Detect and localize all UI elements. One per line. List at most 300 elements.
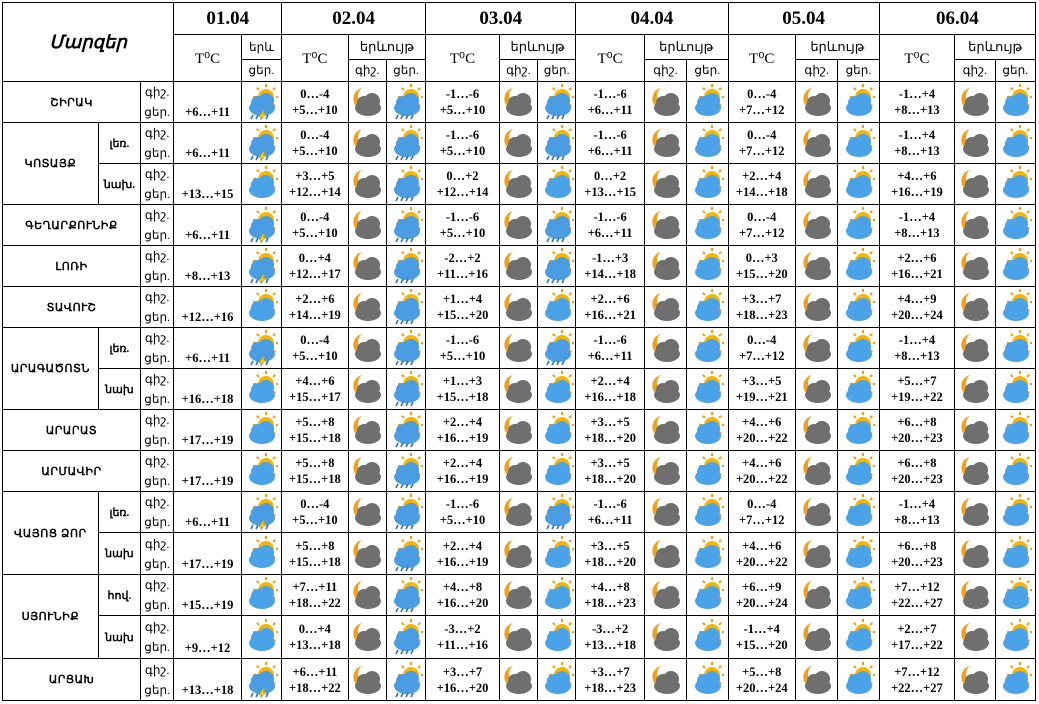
weather-icon-cell xyxy=(499,369,537,410)
day-subheader: ցեր. xyxy=(241,60,281,82)
weather-icon-cell xyxy=(955,616,995,659)
night-label: գիշ. xyxy=(144,167,170,181)
day-temp: +6…+11 xyxy=(587,349,633,363)
temp-range-cell xyxy=(426,246,500,287)
rain-cloud-icon xyxy=(387,289,425,325)
weather-icon-cell xyxy=(687,451,728,492)
day-label: ցեր. xyxy=(144,105,171,119)
weather-icon-cell xyxy=(241,492,281,533)
night-temp: -1…+4 xyxy=(898,333,936,347)
region-name: ԿՈՏԱՅՔ xyxy=(3,123,99,205)
night-temp: +2…+6 xyxy=(590,292,630,306)
day-label: ցեր. xyxy=(144,515,171,529)
moon-cloud-icon xyxy=(349,662,386,698)
sun-cloud-icon xyxy=(996,248,1035,284)
night-temp: -1…-6 xyxy=(445,87,480,101)
rain-cloud-icon xyxy=(387,330,425,366)
weather-icon-cell xyxy=(499,123,537,164)
sun-cloud-icon xyxy=(538,536,575,572)
temp-range-cell xyxy=(879,451,955,492)
day-temp: +17…+22 xyxy=(891,638,943,652)
moon-cloud-icon xyxy=(349,125,386,161)
regions-header: Մարզեր xyxy=(3,3,174,82)
night-temp: +2…+7 xyxy=(897,622,937,636)
zone-label: նախ xyxy=(98,616,140,659)
day-temp: +16…+18 xyxy=(174,369,242,410)
weather-icon-cell xyxy=(687,246,728,287)
day-temp: +14…+18 xyxy=(584,267,636,281)
day-temp: +19…+22 xyxy=(891,390,943,404)
day-label: ցեր. xyxy=(144,187,171,201)
region-row xyxy=(3,410,1036,451)
region-row xyxy=(3,369,1036,410)
night-temp: +5…+8 xyxy=(295,456,335,470)
day-temp: +13…+15 xyxy=(584,185,636,199)
night-temp: 0…-4 xyxy=(300,87,330,101)
day-temp: +6…+11 xyxy=(174,492,242,533)
temp-range-cell xyxy=(426,575,500,616)
night-temp: 0…-4 xyxy=(300,128,330,142)
zone-label: նախ xyxy=(98,369,140,410)
rain-cloud-icon xyxy=(387,207,425,243)
night-temp: +1…+3 xyxy=(442,374,483,388)
day-temp: +6…+11 xyxy=(587,513,633,527)
night-subheader: գիշ. xyxy=(348,60,386,82)
temp-range-cell xyxy=(282,369,349,410)
sun-cloud-icon xyxy=(242,536,281,572)
sun-cloud-icon xyxy=(538,619,575,655)
moon-cloud-icon xyxy=(955,330,994,366)
weather-icon-cell xyxy=(995,246,1035,287)
weather-icon-cell xyxy=(348,369,386,410)
weather-icon-cell xyxy=(348,492,386,533)
weather-icon-cell xyxy=(386,246,425,287)
weather-icon-cell xyxy=(538,328,576,369)
day-label: ցեր. xyxy=(144,682,171,697)
day-label: ցեր. xyxy=(144,640,171,654)
moon-cloud-icon xyxy=(500,166,537,202)
temp-range-cell xyxy=(576,246,645,287)
weather-icon-cell xyxy=(538,451,576,492)
period-labels xyxy=(141,164,174,205)
day-temp: +18…+23 xyxy=(735,308,788,322)
period-labels xyxy=(141,82,174,123)
weather-icon-cell xyxy=(796,82,838,123)
moon-cloud-icon xyxy=(796,412,837,448)
moon-cloud-icon xyxy=(349,536,386,572)
moon-cloud-icon xyxy=(796,453,837,489)
night-temp: 0…-4 xyxy=(300,333,330,347)
temp-range-cell xyxy=(282,575,349,616)
weather-icon-cell xyxy=(538,659,576,701)
moon-cloud-icon xyxy=(796,494,837,530)
moon-cloud-icon xyxy=(796,371,837,407)
sun-cloud-icon xyxy=(996,536,1035,572)
temp-range-cell xyxy=(879,82,955,123)
weather-icon-cell xyxy=(538,575,576,616)
night-temp: +5…+8 xyxy=(742,664,782,679)
weather-icon-cell xyxy=(538,164,576,205)
phenom-header: երևույթ xyxy=(796,35,880,60)
moon-cloud-icon xyxy=(349,412,386,448)
sun-cloud-icon xyxy=(687,662,727,698)
temp-range-cell xyxy=(879,205,955,246)
weather-icon-cell xyxy=(538,287,576,328)
rain-cloud-icon xyxy=(538,248,575,284)
temp-range-cell xyxy=(728,451,796,492)
day-temp: +15…+20 xyxy=(436,308,489,322)
temp-range-cell xyxy=(879,410,955,451)
weather-icon-cell xyxy=(538,246,576,287)
temp-range-cell xyxy=(426,287,500,328)
region-name: ԱՐԱՐԱՏ xyxy=(3,410,141,451)
temp-range-cell xyxy=(728,575,796,616)
rain-cloud-icon xyxy=(387,662,425,698)
weather-icon-cell xyxy=(955,410,995,451)
moon-cloud-icon xyxy=(645,662,686,698)
weather-icon-cell xyxy=(995,659,1035,701)
night-temp: +7…+12 xyxy=(894,664,940,679)
period-labels xyxy=(141,410,174,451)
weather-icon-cell xyxy=(348,616,386,659)
day-temp: +5…+10 xyxy=(439,103,486,117)
moon-cloud-icon xyxy=(796,662,837,698)
day-temp: +16…+19 xyxy=(436,472,489,486)
weather-icon-cell xyxy=(644,492,686,533)
day-temp: +20…+24 xyxy=(735,680,788,695)
night-temp: -1…-6 xyxy=(593,333,627,347)
moon-cloud-icon xyxy=(349,619,386,655)
night-temp: +3…+5 xyxy=(590,415,630,429)
day-temp: +17…+19 xyxy=(174,451,242,492)
day-temp: +8…+13 xyxy=(894,226,940,240)
day-temp: +22…+27 xyxy=(891,596,943,610)
weather-icon-cell xyxy=(838,410,879,451)
moon-cloud-icon xyxy=(955,662,994,698)
weather-icon-cell xyxy=(499,205,537,246)
night-temp: +2…+6 xyxy=(295,292,335,306)
day-temp: +7…+12 xyxy=(739,513,785,527)
weather-icon-cell xyxy=(499,287,537,328)
temp-header: T⁰C xyxy=(728,35,796,82)
temp-range-cell xyxy=(426,533,500,575)
temp-range-cell xyxy=(576,164,645,205)
night-temp: 0…-4 xyxy=(747,128,777,142)
night-temp: +2…+6 xyxy=(897,251,937,265)
weather-icon-cell xyxy=(499,410,537,451)
night-temp: 0…+3 xyxy=(745,251,778,265)
night-temp: +4…+6 xyxy=(742,456,782,470)
weather-icon-cell xyxy=(386,369,425,410)
sun-cloud-icon xyxy=(996,662,1035,698)
sun-cloud-icon xyxy=(996,371,1035,407)
night-temp: 0…+2 xyxy=(594,169,627,183)
temp-range-cell xyxy=(282,123,349,164)
rain-cloud-icon xyxy=(387,536,425,572)
temp-range-cell xyxy=(282,616,349,659)
night-temp: -1…+4 xyxy=(898,497,936,511)
rain-cloud-icon xyxy=(387,577,425,613)
sun-cloud-icon xyxy=(687,166,727,202)
day-label: ցեր. xyxy=(144,474,171,488)
weather-icon-cell xyxy=(499,575,537,616)
region-name: ԼՈՌԻ xyxy=(3,246,141,287)
moon-cloud-icon xyxy=(645,84,686,120)
region-row xyxy=(3,246,1036,287)
moon-cloud-icon xyxy=(500,536,537,572)
weather-icon-cell xyxy=(538,123,576,164)
day-temp: +12…+14 xyxy=(436,185,489,199)
temp-range-cell xyxy=(728,659,796,701)
weather-icon-cell xyxy=(644,369,686,410)
night-temp: +2…+4 xyxy=(442,538,483,553)
temp-range-cell xyxy=(728,287,796,328)
temp-range-cell xyxy=(576,287,645,328)
day-temp: +16…+21 xyxy=(891,267,943,281)
sun-cloud-icon xyxy=(838,330,878,366)
day-label: ցեր. xyxy=(144,228,171,242)
moon-cloud-icon xyxy=(500,662,537,698)
moon-cloud-icon xyxy=(645,330,686,366)
night-temp: +3…+5 xyxy=(742,374,782,388)
day-temp: +5…+10 xyxy=(292,513,338,527)
moon-cloud-icon xyxy=(500,248,537,284)
temp-range-cell xyxy=(728,205,796,246)
temp-range-cell xyxy=(426,410,500,451)
sun-cloud-icon xyxy=(242,577,281,613)
weather-icon-cell xyxy=(796,451,838,492)
moon-cloud-icon xyxy=(500,412,537,448)
temp-range-cell xyxy=(282,492,349,533)
region-row xyxy=(3,164,1036,205)
night-label: գիշ. xyxy=(144,85,170,99)
weather-icon-cell xyxy=(538,82,576,123)
weather-icon-cell xyxy=(995,492,1035,533)
weather-icon-cell xyxy=(838,492,879,533)
weather-icon-cell xyxy=(796,410,838,451)
night-temp: +2…+4 xyxy=(442,456,483,470)
day-temp: +15…+18 xyxy=(288,431,341,445)
temp-range-cell xyxy=(426,451,500,492)
date-header-1: 01.04 xyxy=(174,3,282,35)
weather-icon-cell xyxy=(955,328,995,369)
night-temp: +1…+4 xyxy=(442,292,483,306)
weather-icon-cell xyxy=(687,575,728,616)
weather-icon-cell xyxy=(838,82,879,123)
temp-range-cell xyxy=(426,123,500,164)
weather-icon-cell xyxy=(796,205,838,246)
sun-cloud-icon xyxy=(838,125,878,161)
storm-cloud-icon xyxy=(242,207,281,243)
temp-range-cell xyxy=(576,451,645,492)
temp-header: T⁰C xyxy=(174,35,242,82)
sun-cloud-icon xyxy=(242,166,281,202)
weather-icon-cell xyxy=(796,533,838,575)
weather-icon-cell xyxy=(386,82,425,123)
sun-cloud-icon xyxy=(687,84,727,120)
weather-icon-cell xyxy=(687,492,728,533)
day-temp: +15…+18 xyxy=(288,554,341,569)
day-temp: +13…+18 xyxy=(288,638,341,652)
night-temp: -1…+3 xyxy=(591,251,629,265)
temp-range-cell xyxy=(728,369,796,410)
region-row xyxy=(3,616,1036,659)
temp-range-cell xyxy=(728,492,796,533)
weather-icon-cell xyxy=(499,164,537,205)
moon-cloud-icon xyxy=(955,125,994,161)
day-temp: +15…+17 xyxy=(288,390,341,404)
night-temp: +3…+7 xyxy=(442,664,483,679)
night-temp: +6…+8 xyxy=(897,456,937,470)
weather-icon-cell xyxy=(241,659,281,701)
night-temp: 0…-4 xyxy=(747,87,777,101)
night-temp: -1…-6 xyxy=(445,333,480,347)
temp-range-cell xyxy=(576,616,645,659)
weather-icon-cell xyxy=(955,82,995,123)
day-temp: +7…+12 xyxy=(739,144,785,158)
weather-icon-cell xyxy=(796,575,838,616)
sun-cloud-icon xyxy=(687,453,727,489)
sun-cloud-icon xyxy=(538,371,575,407)
forecast-body xyxy=(3,82,1036,701)
region-name: ՏԱՎՈՒՇ xyxy=(3,287,141,328)
night-label: գիշ. xyxy=(144,662,170,677)
temp-range-cell xyxy=(426,205,500,246)
period-labels xyxy=(141,575,174,616)
weather-icon-cell xyxy=(838,369,879,410)
day-temp: +5…+10 xyxy=(292,349,338,363)
night-temp: +4…+6 xyxy=(295,374,335,388)
weather-icon-cell xyxy=(538,205,576,246)
weather-icon-cell xyxy=(955,533,995,575)
period-labels xyxy=(141,328,174,369)
temp-header: T⁰C xyxy=(282,35,349,82)
sun-cloud-icon xyxy=(838,84,878,120)
region-row xyxy=(3,287,1036,328)
sun-cloud-icon xyxy=(838,289,878,325)
region-name: ՎԱՅՈՑ ՁՈՐ xyxy=(3,492,99,575)
temp-range-cell xyxy=(879,287,955,328)
sun-cloud-icon xyxy=(687,125,727,161)
weather-icon-cell xyxy=(796,369,838,410)
moon-cloud-icon xyxy=(500,207,537,243)
weather-icon-cell xyxy=(995,205,1035,246)
weather-icon-cell xyxy=(995,328,1035,369)
day-label: ցեր. xyxy=(144,269,171,283)
weather-icon-cell xyxy=(538,410,576,451)
weather-icon-cell xyxy=(955,575,995,616)
region-row xyxy=(3,451,1036,492)
temp-range-cell xyxy=(282,533,349,575)
date-header-5: 05.04 xyxy=(728,3,879,35)
day-temp: +16…+20 xyxy=(436,596,489,610)
night-temp: 0…-4 xyxy=(300,210,330,224)
region-name: ԱՐՑԱԽ xyxy=(3,659,141,701)
day-temp: +7…+12 xyxy=(739,103,785,117)
night-temp: 0…+4 xyxy=(298,622,331,636)
day-temp: +5…+10 xyxy=(439,144,486,158)
night-subheader: գիշ. xyxy=(796,60,838,82)
night-temp: +7…+11 xyxy=(292,580,338,594)
day-temp: +20…+24 xyxy=(891,308,943,322)
moon-cloud-icon xyxy=(955,494,994,530)
temp-range-cell xyxy=(282,82,349,123)
day-label: ցեր. xyxy=(144,556,171,571)
sun-cloud-icon xyxy=(687,289,727,325)
period-labels xyxy=(141,123,174,164)
sun-cloud-icon xyxy=(838,619,878,655)
weather-icon-cell xyxy=(687,287,728,328)
weather-icon-cell xyxy=(499,616,537,659)
moon-cloud-icon xyxy=(955,371,994,407)
day-temp: +15…+19 xyxy=(174,575,242,616)
day-temp: +17…+19 xyxy=(174,410,242,451)
night-temp: +6…+8 xyxy=(897,415,937,429)
night-label: գիշ. xyxy=(144,620,170,634)
temp-range-cell xyxy=(576,659,645,701)
weather-icon-cell xyxy=(348,410,386,451)
sun-cloud-icon xyxy=(687,577,727,613)
sun-cloud-icon xyxy=(996,453,1035,489)
weather-icon-cell xyxy=(838,533,879,575)
day-temp: +20…+22 xyxy=(735,431,788,445)
sun-cloud-icon xyxy=(838,371,878,407)
weather-icon-cell xyxy=(348,82,386,123)
day-subheader: ցեր. xyxy=(538,60,576,82)
day-temp: +5…+10 xyxy=(292,103,338,117)
day-temp: +18…+20 xyxy=(584,554,636,569)
day-temp: +18…+23 xyxy=(584,680,636,695)
weather-icon-cell xyxy=(796,659,838,701)
day-temp: +13…+18 xyxy=(174,659,242,701)
day-temp: +5…+10 xyxy=(292,226,338,240)
day-temp: +14…+18 xyxy=(735,185,788,199)
temp-range-cell xyxy=(282,164,349,205)
temp-header: T⁰C xyxy=(576,35,645,82)
rain-cloud-icon xyxy=(538,330,575,366)
sun-cloud-icon xyxy=(538,577,575,613)
night-temp: -1…-6 xyxy=(593,497,627,511)
temp-range-cell xyxy=(426,369,500,410)
day-temp: +6…+11 xyxy=(174,123,242,164)
day-subheader: ցեր. xyxy=(687,60,728,82)
sun-cloud-icon xyxy=(996,125,1035,161)
night-temp: -1…+4 xyxy=(743,622,780,636)
region-row xyxy=(3,659,1036,701)
moon-cloud-icon xyxy=(500,289,537,325)
night-temp: +2…+4 xyxy=(590,374,630,388)
sun-cloud-icon xyxy=(996,289,1035,325)
sun-cloud-icon xyxy=(687,494,727,530)
moon-cloud-icon xyxy=(796,536,837,572)
day-temp: +20…+22 xyxy=(735,554,788,569)
weather-icon-cell xyxy=(241,575,281,616)
day-temp: +6…+11 xyxy=(174,328,242,369)
day-temp: +16…+19 xyxy=(436,554,489,569)
weather-icon-cell xyxy=(687,328,728,369)
weather-icon-cell xyxy=(687,369,728,410)
weather-icon-cell xyxy=(538,616,576,659)
day-temp: +14…+19 xyxy=(288,308,341,322)
sun-cloud-icon xyxy=(687,207,727,243)
night-label: գիշ. xyxy=(144,536,170,551)
night-label: գիշ. xyxy=(144,578,170,592)
temp-range-cell xyxy=(576,410,645,451)
temp-range-cell xyxy=(879,164,955,205)
sun-cloud-icon xyxy=(838,453,878,489)
night-label: գիշ. xyxy=(144,372,170,386)
weather-icon-cell xyxy=(838,246,879,287)
